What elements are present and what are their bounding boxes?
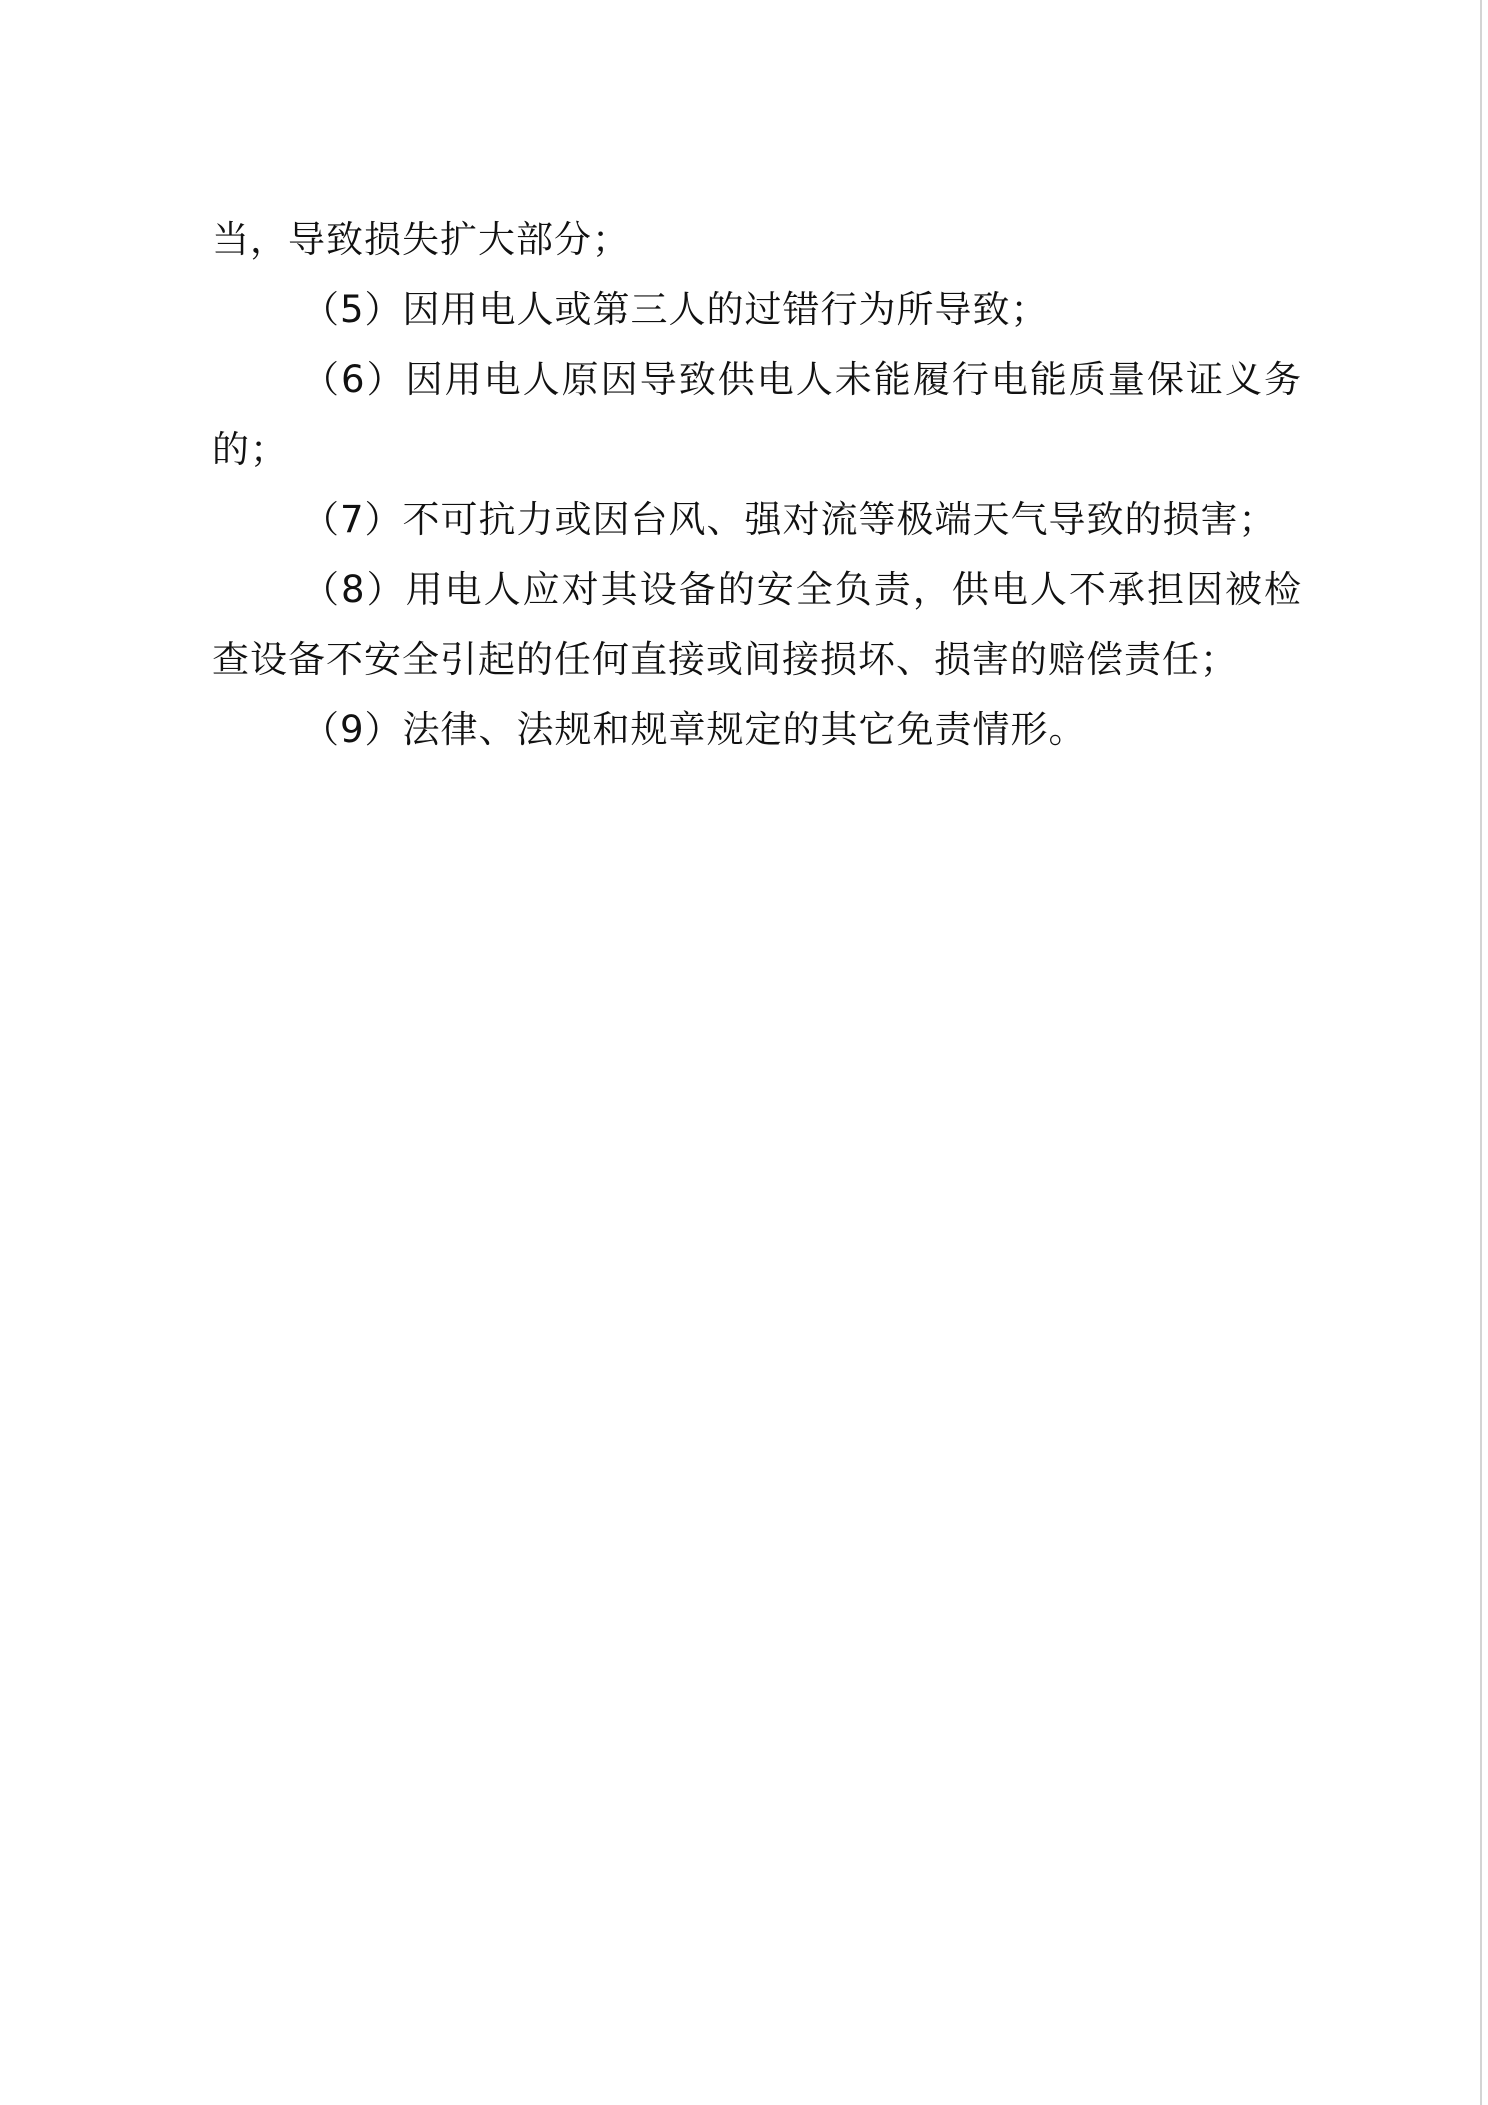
paragraph-item-6: （6）因用电人原因导致供电人未能履行电能质量保证义务的； <box>212 358 1302 471</box>
paragraph-item-8: （8）用电人应对其设备的安全负责，供电人不承担因被检查设备不安全引起的任何直接或间接损坏、损害的赔偿责任； <box>212 568 1302 681</box>
paragraph-item-7: （7）不可抗力或因台风、强对流等极端天气导致的损害； <box>302 498 1277 541</box>
document-body <box>212 205 1302 765</box>
paragraph-item-9: （9）法律、法规和规章规定的其它免责情形。 <box>302 708 1087 751</box>
paragraph-item-5: （5）因用电人或第三人的过错行为所导致； <box>302 288 1049 331</box>
paragraph-continued: 当，导致损失扩大部分； <box>212 218 630 261</box>
page-edge-divider <box>1480 0 1482 2105</box>
